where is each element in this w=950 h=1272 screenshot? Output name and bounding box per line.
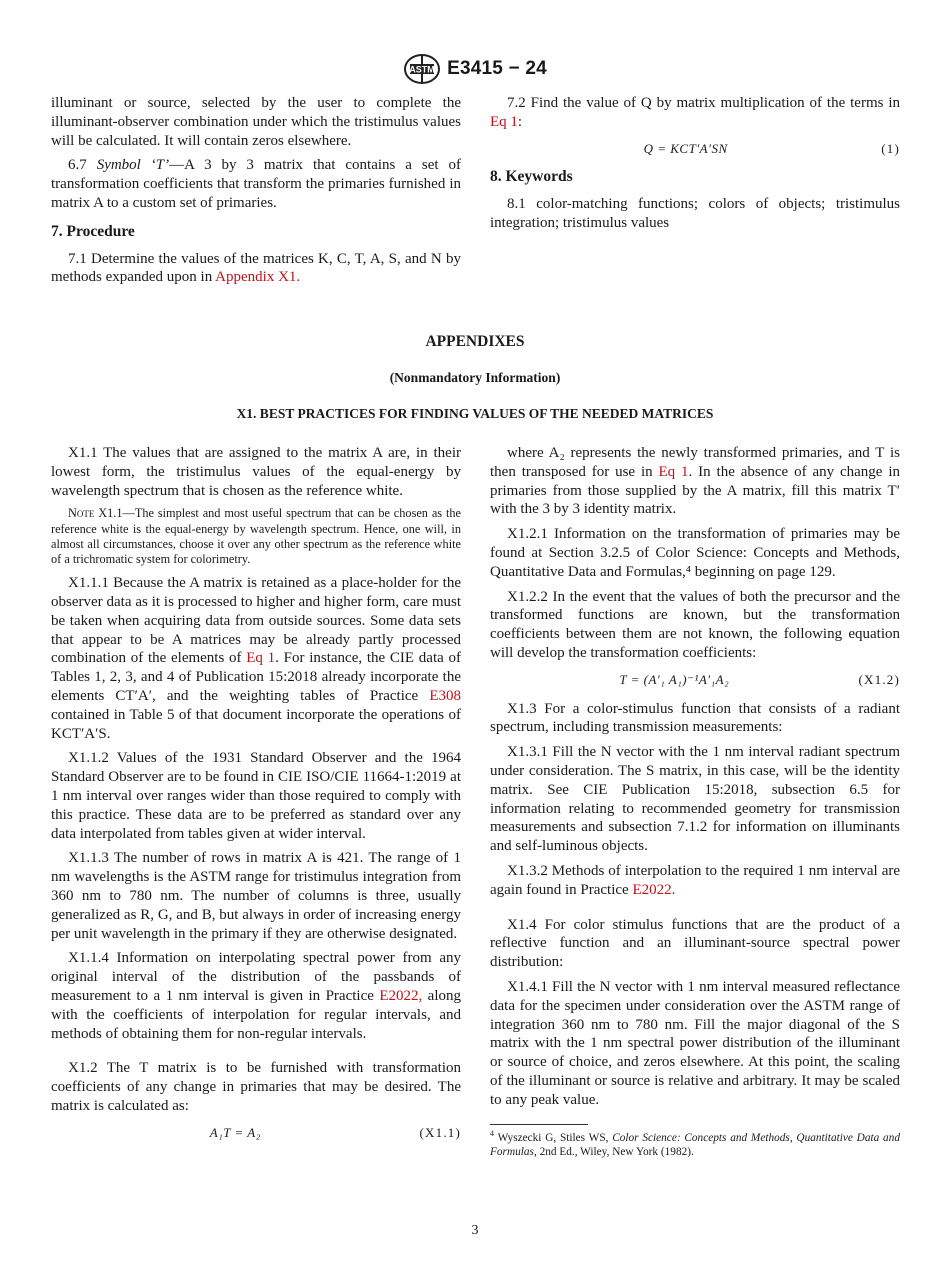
- eq1-link[interactable]: Eq 1: [658, 463, 689, 480]
- equation-x1-1: A₁T = A₂ (X1.1): [209, 1124, 461, 1140]
- appendix-x1-link[interactable]: Appendix X1.: [215, 269, 301, 286]
- document-number: E3415 − 24: [447, 57, 547, 79]
- heading-procedure: 7. Procedure: [51, 222, 135, 240]
- left-column-top: [51, 94, 461, 293]
- paragraph-x1-3-2: X1.3.2 Methods of interpolation to the required 1 nm interval are again found in Practice E2022.: [490, 862, 900, 898]
- appendix-subtitle: (Nonmandatory Information): [389, 370, 561, 385]
- paragraph-continued: illuminant or source, selected by the user to complete the illuminant-observer combination under which the tristimulus values will be calculated. It will contain zeros elsewhere.: [51, 95, 461, 149]
- e308-link[interactable]: E308: [429, 687, 461, 704]
- paragraph-x1-1-2: X1.1.2 Values of the 1931 Standard Observer and the 1964 Standard Observer are to be found in CIE ISO/CIE 11664-1:2019 at 1 nm interval over ranges wider than those required to comply with this practice. These data are to be preferred as standard over any data interpolated from tables given at wider interval.: [51, 750, 461, 842]
- equation-x1-2: T = (A′₁ A₁)⁻¹A′₁A₂ (X1.2): [619, 671, 900, 687]
- paragraph-8-1: 8.1 color-matching functions; colors of objects; tristimulus integration; tristimulus values: [490, 196, 900, 231]
- e2022-link[interactable]: E2022,: [379, 987, 423, 1004]
- paragraph-6-7: 6.7 Symbol ‘T’—A 3 by 3 matrix that contains a set of transformation coefficients that transform the primaries furnished in matrix A to a custom set of primaries.: [51, 157, 461, 211]
- right-column-body: [490, 444, 900, 1160]
- paragraph-x1-1: X1.1 The values that are assigned to the matrix A are, in their lowest form, the tristimulus values of the equal-energy by wavelength spectrum that is chosen as the reference white.: [51, 445, 461, 499]
- paragraph-continued-where: where A₂ represents the newly transformed primaries, and T is then transposed for use in Eq 1. In the absence of any change in primaries from those supplied by the A matrix, fill this matrix T′ with the 3 by 3 identity matrix.: [490, 445, 900, 518]
- paragraph-x1-2-1: X1.2.1 Information on the transformation of primaries may be found at Section 3.2.5 of Color Science: Concepts and Methods, Quantitative Data and Formulas,⁴ beginning on page 129.: [490, 526, 900, 580]
- heading-keywords: 8. Keywords: [490, 168, 573, 186]
- paragraph-x1-1-1: X1.1.1 Because the A matrix is retained as a place-holder for the observer data as it is processed to higher and higher form, care must be taken when acquiring data from outside sources. Some data sets that appear to be A matrices may be already partly processed combination of the elements of Eq 1. For instance, the CIE data of Tables 1, 2, 3, and 4 of Publication 15:2018 already incorporate the elements CT′A′, and the weighting tables of Practice E308 contained in Table 5 of that document incorporate the operations of KCT′A′S.: [51, 575, 461, 742]
- svg-text:ASTM: ASTM: [409, 64, 435, 75]
- paragraph-7-2: 7.2 Find the value of Q by matrix multiplication of the terms in Eq 1:: [490, 95, 900, 130]
- paragraph-7-1: 7.1 Determine the values of the matrices K, C, T, A, S, and N by methods expanded upon in Appendix X1.: [51, 250, 461, 286]
- paragraph-x1-1-4: X1.1.4 Information on interpolating spectral power from any original interval of the distribution of the passbands of measurement to a 1 nm interval is given in Practice E2022, along with the coefficients of interpolation for regular intervals, and methods of obtaining them for non-regular intervals.: [51, 950, 461, 1042]
- left-column-body: [51, 444, 461, 1153]
- footnote-rule: [490, 1124, 588, 1125]
- astm-logo-icon: [403, 53, 441, 85]
- appendixes-title: APPENDIXES: [425, 333, 525, 350]
- footnote-4: $^4$ Wyszecki G, Stiles WS, Color Science: Concepts and Methods, Quantitative Data and Formulas, 2nd Ed., Wiley, New York (1982).: [490, 1128, 900, 1158]
- paragraph-x1-1-3: X1.1.3 The number of rows in matrix A is 421. The range of 1 nm wavelengths is the ASTM range for tristimulus integration from 360 nm to 780 nm. The number of columns is three, usually generalized as R, G, and B, but always in order of increasing energy per unit wavelength in the primary if they are otherwise designated.: [51, 850, 461, 942]
- paragraph-x1-4: X1.4 For color stimulus functions that are the product of a reflective function and an illuminant-source spectral power distribution:: [490, 916, 900, 971]
- eq1-link[interactable]: Eq 1: [246, 650, 276, 667]
- page-header: [0, 52, 950, 86]
- eq1-link[interactable]: Eq 1: [490, 113, 518, 130]
- right-column-top: [490, 94, 900, 239]
- paragraph-x1-2-2: X1.2.2 In the event that the values of both the precursor and the transformed functions are known, but the transformation coefficients between them are not known, the following equation will develop the transformation coefficients:: [490, 588, 900, 661]
- paragraph-x1-4-1: X1.4.1 Fill the N vector with 1 nm interval measured reflectance data for the specimen under consideration over the ASTM range of integration 360 nm to 780 nm. Fill the major diagonal of the S matrix with the 1 nm spectral power distribution of the illuminant or source of choice, and zeros elsewhere. At this point, the scaling of the illuminant or source is relative and arbitrary. It may be scaled to any peak value.: [490, 978, 900, 1108]
- equation-1: Q = KCT′A′SN (1): [643, 140, 900, 156]
- paragraph-x1-2: X1.2 The T matrix is to be furnished with transformation coefficients of any change in primaries that may be desired. The matrix is calculated as:: [51, 1060, 461, 1114]
- paragraph-x1-3: X1.3 For a color-stimulus function that consists of a radiant spectrum, including transmission measurements:: [490, 700, 900, 736]
- e2022-link[interactable]: E2022.: [632, 881, 676, 898]
- paragraph-x1-3-1: X1.3.1 Fill the N vector with the 1 nm interval radiant spectrum under consideration. The S matrix, in this case, will be the identity matrix. See CIE Publication 15:2018, subsection 6.5 for information relating to recommended geometry for transmission measurements and subsection 7.1.2 for information on illuminants and self-luminous objects.: [490, 744, 900, 855]
- note-x1-1: Note X1.1—The simplest and most useful spectrum that can be chosen as the reference white is the equal-energy by wavelength spectrum. Hence, one will, in almost all circumstances, choose it over any other spectrum as the reference white of a trichromatic system for colorimetry.: [51, 506, 461, 566]
- appendix-section-heading: X1. BEST PRACTICES FOR FINDING VALUES OF THE NEEDED MATRICES: [236, 406, 714, 421]
- page-number: 3: [471, 1223, 479, 1238]
